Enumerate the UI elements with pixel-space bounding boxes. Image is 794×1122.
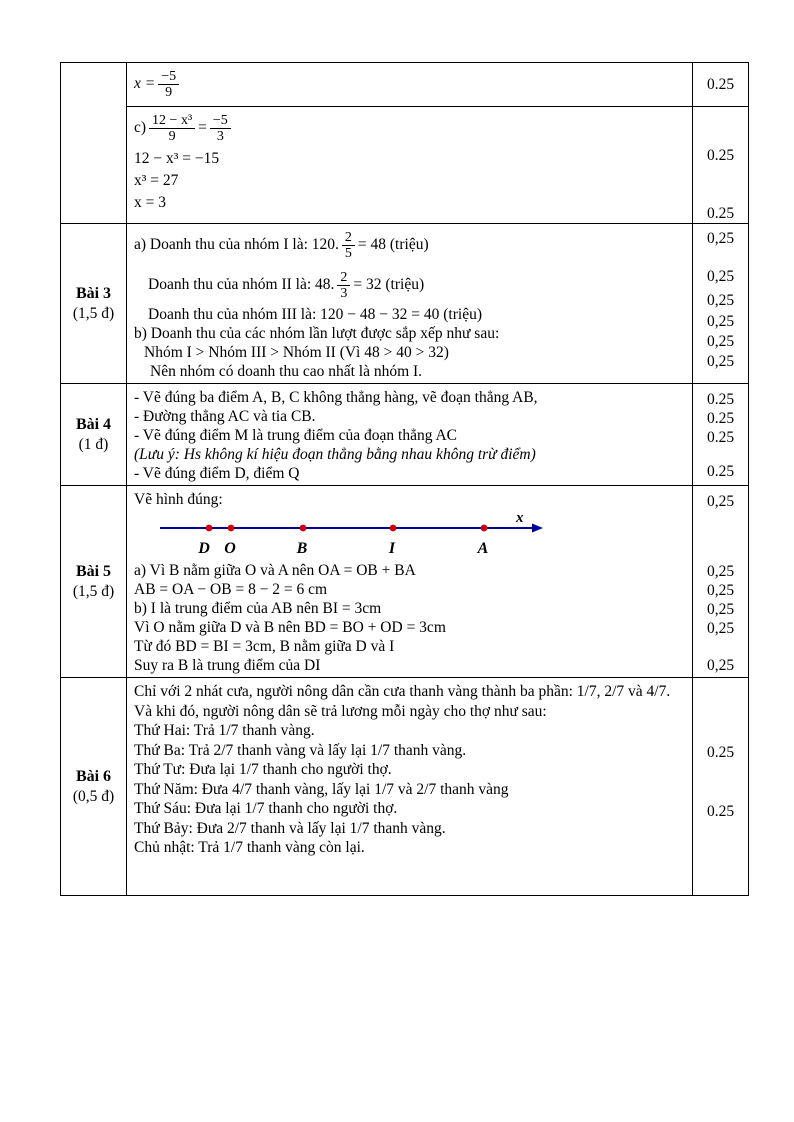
problem-points-total: (1,5 đ) (72, 304, 115, 322)
fraction-numerator: 2 (337, 270, 350, 286)
answer-row-bai5 (61, 486, 749, 678)
points-cell (693, 384, 749, 486)
problem-label-cell-empty (61, 63, 127, 224)
problem-title: Bài 6 (75, 767, 112, 785)
solution-line: Từ đó BD = BI = 3cm, B nằm giữa D và I (134, 638, 395, 655)
point-dot-I (390, 525, 397, 532)
solution-line: Thứ Sáu: Đưa lại 1/7 thanh cho người thợ. (134, 800, 398, 817)
point-label-B: B (296, 540, 308, 557)
solution-line: Vì O nằm giữa D và B nên BD = BO + OD = 3cm (134, 619, 446, 636)
point-value: 0.25 (706, 76, 735, 93)
point-value: 0.25 (706, 147, 735, 164)
solution-line: a) Vì B nằm giữa O và A nên OA = OB + BA (134, 562, 416, 579)
point-label-D: D (198, 540, 210, 557)
solution-line: 12 − x³ = −15 (134, 150, 220, 167)
solution-line: Chỉ với 2 nhát cưa, người nông dân cần cưa thanh vàng thành ba phần: 1/7, 2/7 và 4/7. (134, 683, 671, 700)
points-cell (693, 107, 749, 224)
content-cell (127, 384, 693, 486)
point-value: 0,25 (706, 493, 735, 510)
point-dot-O (228, 525, 235, 532)
solution-line (134, 111, 686, 146)
solution-line: Thứ Tư: Đưa lại 1/7 thanh cho người thợ. (134, 761, 392, 778)
content-cell (127, 678, 693, 896)
problem-label-cell (61, 678, 127, 896)
solution-line: - Vẽ đúng ba điểm A, B, C không thẳng hàng, vẽ đoạn thẳng AB, (134, 389, 538, 406)
point-value: 0,25 (706, 582, 735, 599)
fraction-denominator: 9 (165, 85, 173, 100)
point-value: 0,25 (706, 333, 735, 350)
fraction-denominator: 3 (340, 286, 348, 301)
problem-title: Bài 5 (75, 562, 112, 580)
arrowhead-icon (532, 524, 543, 533)
points-cell (693, 224, 749, 384)
part-label: c) (134, 119, 147, 137)
points-cell (693, 678, 749, 896)
fraction (337, 270, 350, 301)
solution-line: Nên nhóm có doanh thu cao nhất là nhóm I. (150, 363, 423, 380)
solution-line: Doanh thu của nhóm III là: 120 − 48 − 32 = 40 (triệu) (148, 306, 482, 323)
solution-line: Thứ Bảy: Đưa 2/7 thanh và lấy lại 1/7 thanh vàng. (134, 819, 446, 837)
problem-title: Bài 3 (75, 284, 112, 302)
answer-row-bai4 (61, 384, 749, 486)
fraction (149, 113, 195, 144)
solution-line: x³ = 27 (134, 172, 179, 189)
solution-line: Thứ Năm: Đưa 4/7 thanh vàng, lấy lại 1/7 và 2/7 thanh vàng (134, 780, 509, 798)
problem-label-cell (61, 486, 127, 678)
solution-line: b) Doanh thu của các nhóm lần lượt được sắp xếp như sau: (134, 325, 500, 342)
solution-line: Suy ra B là trung điểm của DI (134, 657, 321, 674)
problem-points-total: (1 đ) (78, 435, 109, 453)
solution-line: AB = OA − OB = 8 − 2 = 6 cm (134, 581, 328, 598)
solution-line: Doanh thu của nhóm II là: 48. $\frac{2}{3}$ = 32 (triệu) (148, 270, 425, 301)
point-value: 0.25 (706, 410, 735, 427)
point-value: 0,25 (706, 313, 735, 330)
point-value: 0.25 (706, 463, 735, 480)
point-value: 0.25 (706, 205, 735, 222)
answer-row-bai6 (61, 678, 749, 896)
solution-line: Và khi đó, người nông dân sẽ trả lương mỗi ngày cho thợ như sau: (134, 702, 547, 720)
problem-label-cell (61, 224, 127, 384)
problem-title: Bài 4 (75, 415, 112, 433)
number-line-svg (146, 511, 546, 561)
point-value: 0.25 (706, 391, 735, 408)
fraction-denominator: 5 (344, 246, 352, 261)
answer-key-table (60, 62, 749, 896)
problem-label-cell (61, 384, 127, 486)
point-value: 0.25 (706, 744, 735, 761)
problem-points-total: (0,5 đ) (72, 787, 115, 805)
solution-line: Chủ nhật: Trả 1/7 thanh vàng còn lại. (134, 839, 365, 856)
point-value: 0,25 (706, 230, 735, 247)
solution-line (134, 67, 686, 102)
solution-line: x = 3 (134, 194, 166, 211)
equals-sign: = (198, 119, 207, 137)
content-cell (127, 486, 693, 678)
answer-row-continuation-c (61, 107, 749, 224)
number-line-figure (146, 511, 686, 561)
solution-line: Thứ Hai: Trả 1/7 thanh vàng. (134, 722, 315, 739)
solution-note-line: (Lưu ý: Hs không kí hiệu đoạn thẳng bằng nhau không trừ điểm) (134, 446, 536, 463)
point-value: 0,25 (706, 620, 735, 637)
fraction-numerator: 2 (342, 230, 355, 246)
point-value: 0,25 (706, 292, 735, 309)
solution-line: - Vẽ đúng điểm D, điểm Q (134, 465, 300, 482)
answer-row-continuation-b (61, 63, 749, 107)
point-value: 0,25 (706, 657, 735, 674)
problem-points-total: (1,5 đ) (72, 582, 115, 600)
point-value: 0.25 (706, 429, 735, 446)
fraction-numerator: −5 (158, 69, 179, 85)
solution-line: a) Doanh thu của nhóm I là: 120. $\frac{2}{5}$ = 48 (triệu) (134, 230, 429, 261)
content-cell (127, 107, 693, 224)
solution-line: Nhóm I > Nhóm III > Nhóm II (Vì 48 > 40 > 32) (144, 344, 449, 361)
fraction-denominator: 9 (168, 129, 176, 144)
fraction-numerator: −5 (210, 113, 231, 129)
point-dot-D (206, 525, 213, 532)
content-cell (127, 224, 693, 384)
content-cell (127, 63, 693, 107)
points-cell (693, 63, 749, 107)
solution-line: - Vẽ đúng điểm M là trung điểm của đoạn thẳng AC (134, 427, 458, 444)
point-label-A: A (477, 540, 489, 557)
fraction-numerator: 12 − x³ (149, 113, 195, 129)
point-value: 0,25 (706, 268, 735, 285)
fraction-denominator: 3 (216, 129, 224, 144)
point-value: 0.25 (706, 803, 735, 820)
point-value: 0,25 (706, 353, 735, 370)
solution-line: Thứ Ba: Trả 2/7 thanh vàng và lấy lại 1/7 thanh vàng. (134, 741, 467, 759)
solution-line: b) I là trung điểm của AB nên BI = 3cm (134, 600, 382, 617)
point-dot-B (300, 525, 307, 532)
fraction (342, 230, 355, 261)
point-label-I: I (388, 540, 396, 557)
point-dot-A (481, 525, 488, 532)
point-value: 0,25 (706, 601, 735, 618)
solution-line: - Đường thẳng AC và tia CB. (134, 408, 316, 425)
point-label-O: O (224, 540, 236, 557)
equation-lhs: x = (134, 75, 156, 93)
axis-label-x: x (516, 511, 524, 526)
solution-line: Vẽ hình đúng: (134, 491, 223, 508)
points-cell (693, 486, 749, 678)
fraction (158, 69, 179, 100)
fraction (210, 113, 231, 144)
answer-row-bai3 (61, 224, 749, 384)
point-value: 0,25 (706, 563, 735, 580)
